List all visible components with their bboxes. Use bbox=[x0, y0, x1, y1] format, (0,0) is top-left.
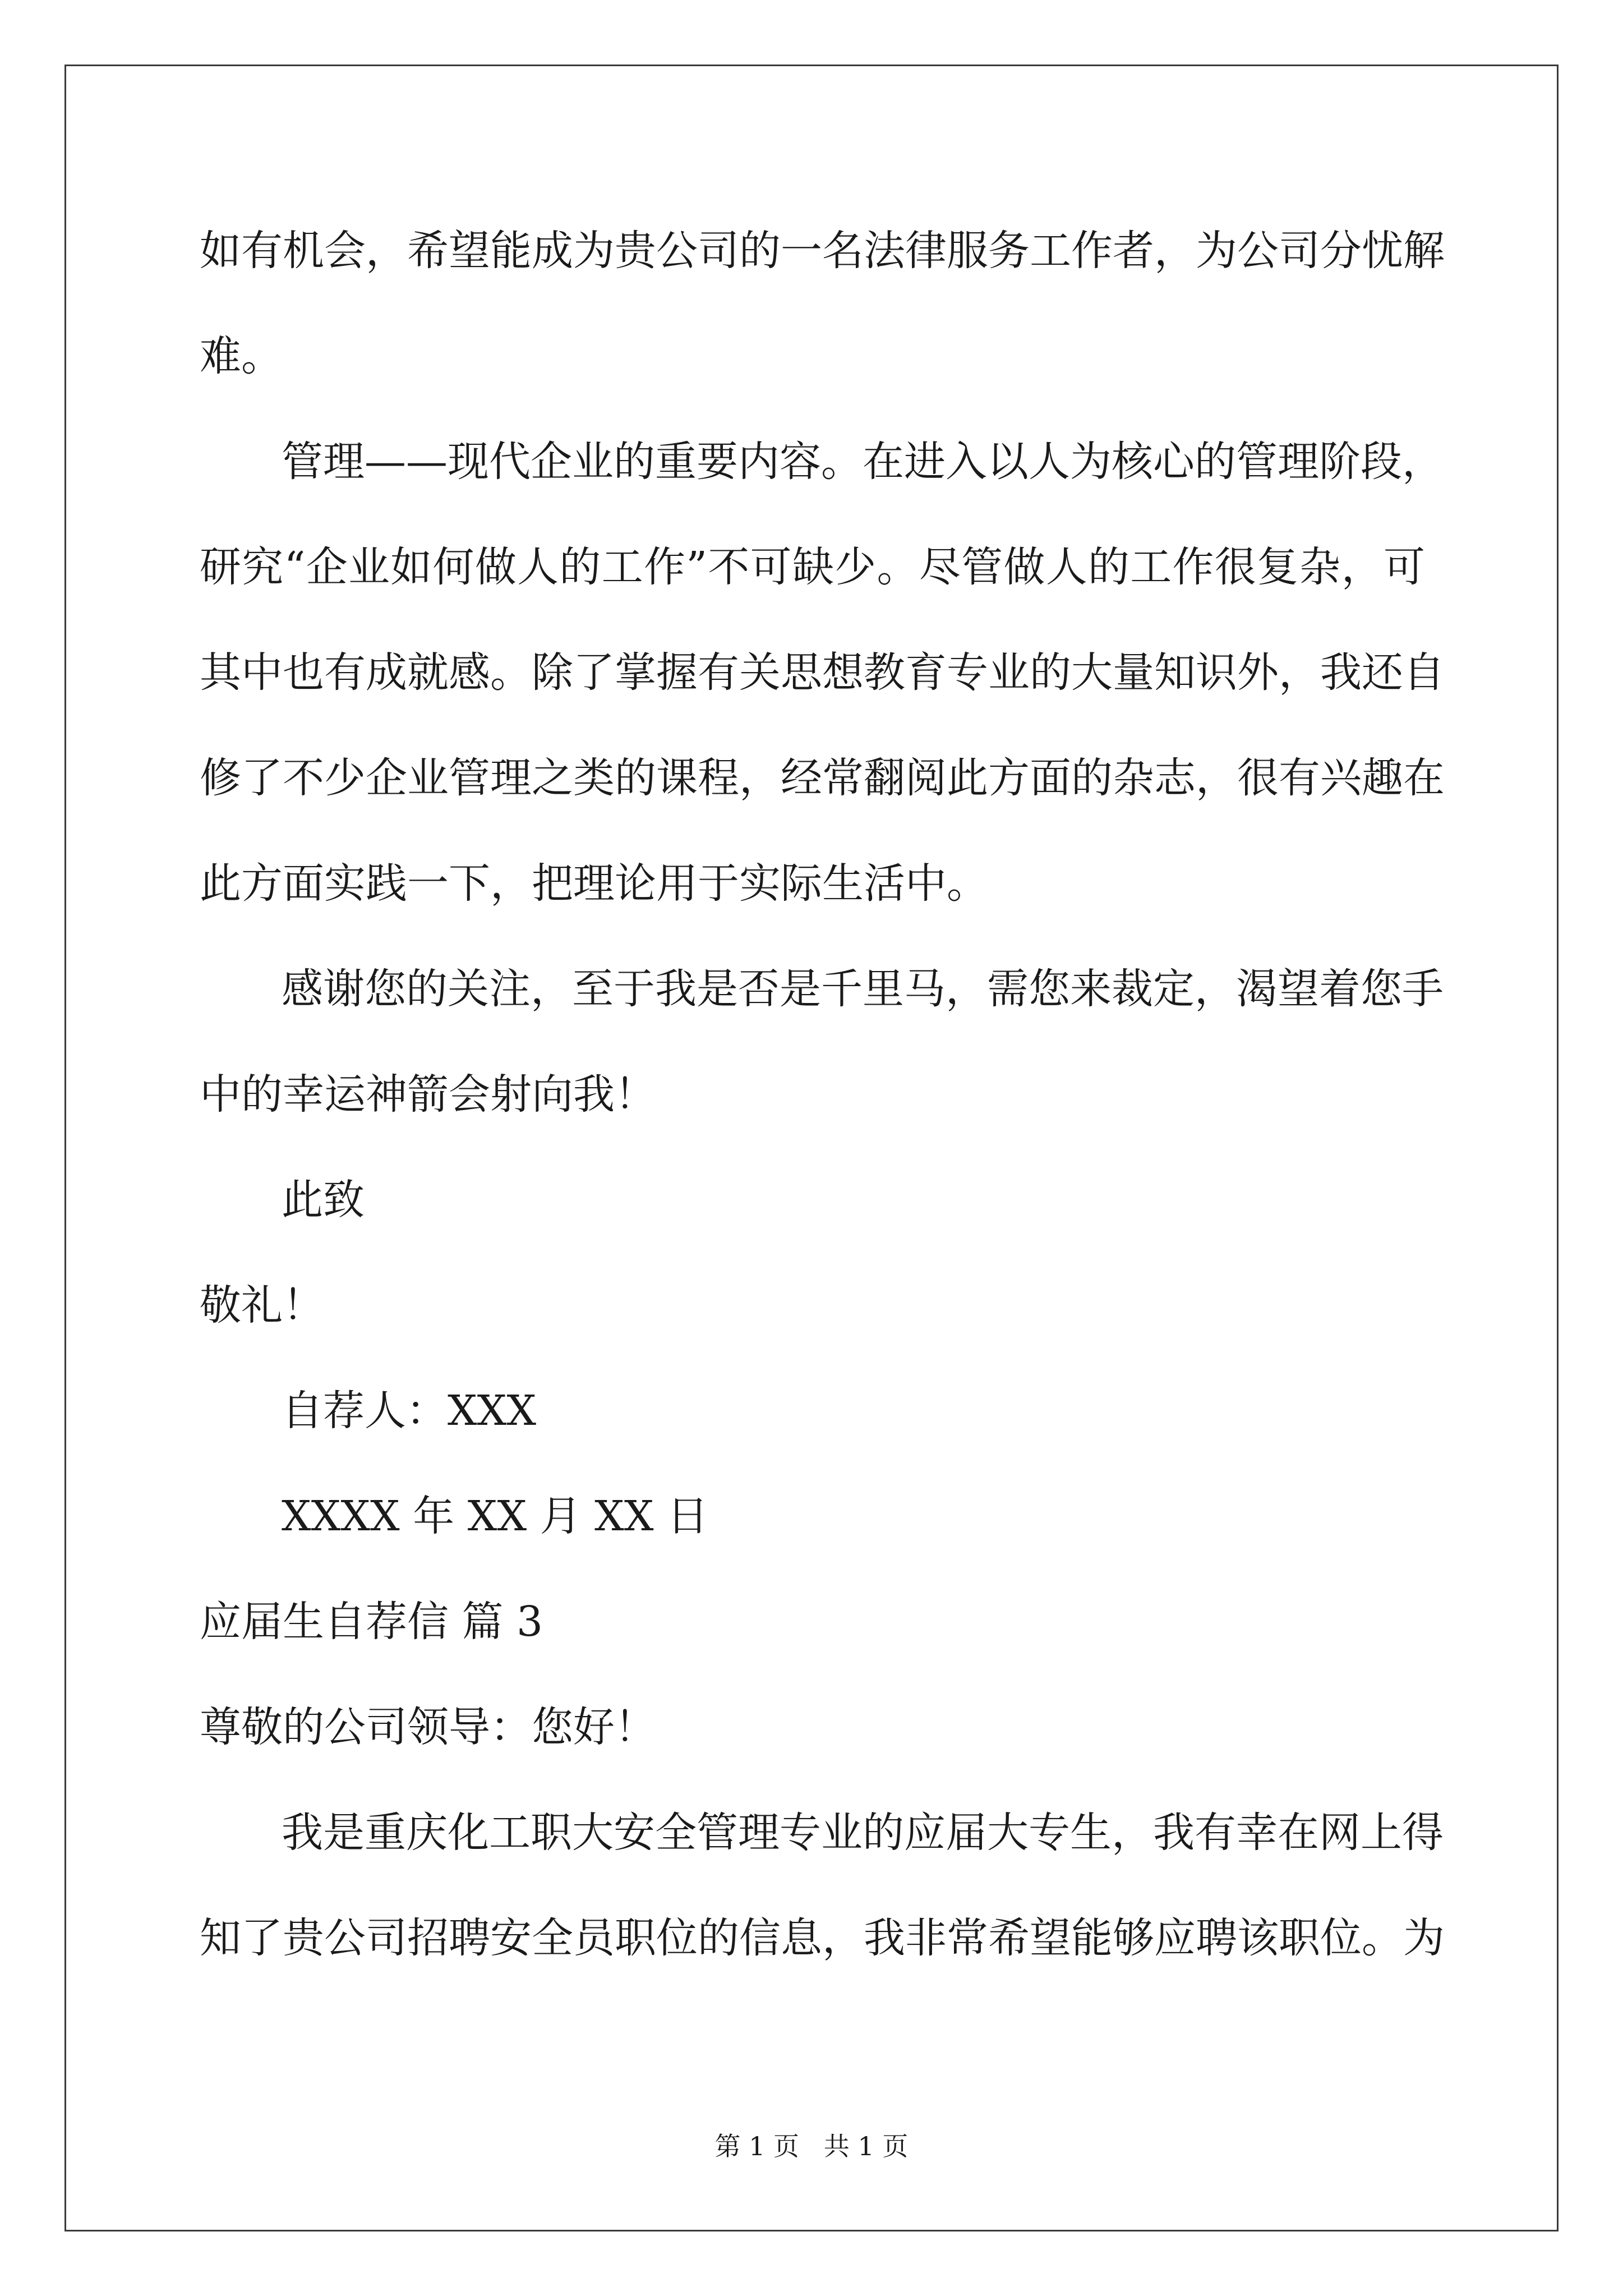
body-line-8: 感谢您的关注，至于我是否是千里马，需您来裁定，渴望着您手 bbox=[282, 965, 1444, 1013]
closing-line: 此致 bbox=[282, 1176, 365, 1224]
greeting-line: 尊敬的公司领导：您好！ bbox=[200, 1703, 656, 1751]
signature-line: 自荐人：XXX bbox=[282, 1387, 537, 1435]
page-footer: 第 1 页 共 1 页 bbox=[714, 2131, 909, 2161]
body-line-9: 中的幸运神箭会射向我！ bbox=[200, 1070, 656, 1119]
body-line-7: 此方面实践一下，把理论用于实际生活中。 bbox=[200, 859, 988, 908]
salutation-line: 敬礼！ bbox=[200, 1281, 324, 1329]
body-line-4: 研究“企业如何做人的工作”不可缺少。尽管做人的工作很复杂，可 bbox=[200, 543, 1425, 591]
body-line-1: 如有机会，希望能成为贵公司的一名法律服务工作者，为公司分忧解 bbox=[200, 227, 1445, 275]
date-line: XXXX 年 XX 月 XX 日 bbox=[282, 1492, 709, 1540]
body-line-2: 难。 bbox=[200, 332, 283, 380]
body-line-6: 修了不少企业管理之类的课程，经常翻阅此方面的杂志，很有兴趣在 bbox=[200, 754, 1445, 802]
section-heading: 应届生自荐信 篇 3 bbox=[200, 1598, 543, 1646]
body-line-17: 知了贵公司招聘安全员职位的信息，我非常希望能够应聘该职位。为 bbox=[200, 1914, 1445, 1962]
body-line-5: 其中也有成就感。除了掌握有关思想教育专业的大量知识外，我还自 bbox=[200, 648, 1445, 697]
page-border bbox=[64, 65, 1559, 2231]
body-line-16: 我是重庆化工职大安全管理专业的应届大专生，我有幸在网上得 bbox=[282, 1809, 1444, 1857]
body-line-3: 管理——现代企业的重要内容。在进入以人为核心的管理阶段， bbox=[282, 438, 1444, 486]
